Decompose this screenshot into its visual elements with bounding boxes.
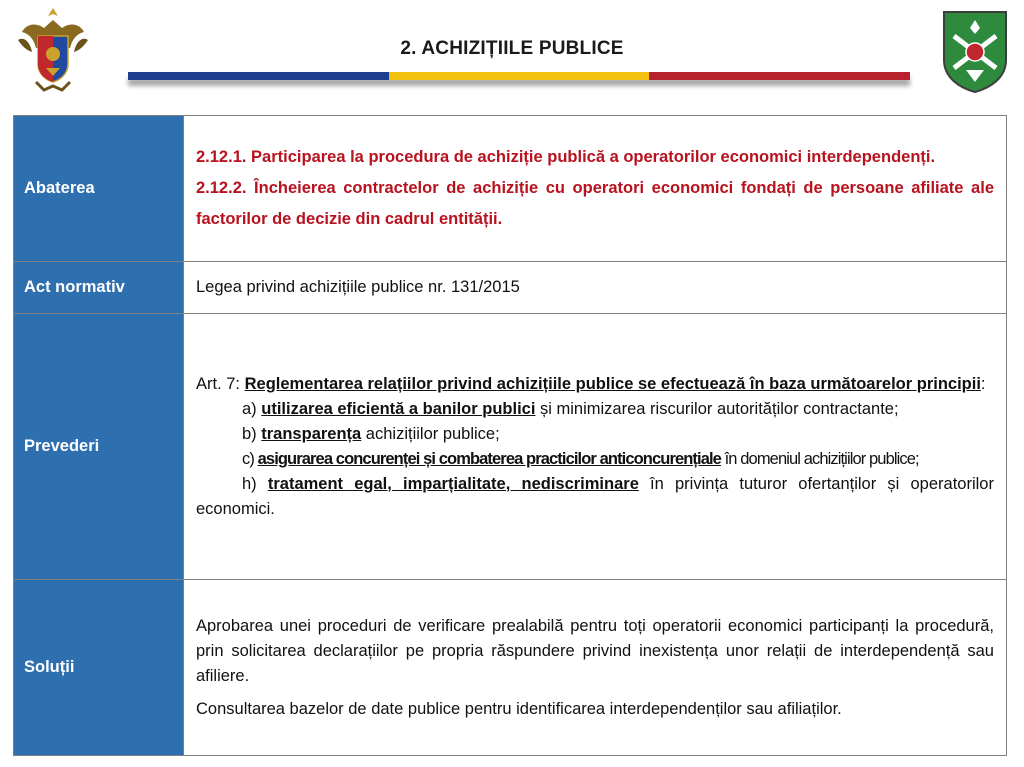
principle-h-prefix: h) bbox=[242, 474, 268, 493]
table-row bbox=[14, 116, 1007, 262]
prevederi-intro bbox=[196, 372, 994, 397]
abaterea-item-1: 2.12.1. Participarea la procedura de achiziție publică a operatorilor economici interdependenți. bbox=[196, 148, 936, 166]
solutii-paragraph-2: Consultarea bazelor de date publice pentru identificarea interdependenților sau afiliaților. bbox=[196, 699, 842, 718]
principle-c bbox=[196, 447, 994, 472]
principle-c-rest: în domeniul achizițiilor publice; bbox=[720, 449, 919, 468]
principle-b bbox=[196, 422, 994, 447]
flag-stripe-red bbox=[649, 72, 910, 80]
row-label-prevederi: Prevederi bbox=[14, 314, 184, 580]
intro-principle: Reglementarea relațiilor privind achizițiile publice se efectuează în baza următoarelor principii bbox=[244, 374, 981, 393]
solutii-paragraph-1: Aprobarea unei proceduri de verificare prealabilă pentru toți operatorii economici participanți la procedură, prin solicitarea declarațiilor pe propria răspundere privind inexistența unor relații de interdependență sau afiliere. bbox=[196, 616, 994, 685]
principle-b-bold: transparența bbox=[261, 424, 362, 443]
table-row bbox=[14, 580, 1007, 756]
institution-emblem-icon bbox=[940, 8, 1010, 94]
principle-h-bold: tratament egal, imparțialitate, nediscriminare bbox=[267, 474, 639, 493]
flag-stripe-yellow bbox=[389, 72, 650, 80]
principle-h-rest: în privința tuturor ofertanților și operatorilor economici. bbox=[196, 474, 994, 518]
row-label-solutii: Soluții bbox=[14, 580, 184, 756]
row-label-act-normativ: Act normativ bbox=[14, 262, 184, 314]
flag-stripe bbox=[128, 72, 910, 80]
abaterea-item-2: 2.12.2. Încheierea contractelor de achiziție cu operatori economici fondați de persoane afiliate ale factorilor de decizie din cadrul entității. bbox=[196, 179, 994, 228]
principle-b-prefix: b) bbox=[242, 424, 262, 443]
principle-c-prefix: c) bbox=[242, 449, 258, 468]
slide-title: 2. ACHIZIȚIILE PUBLICE bbox=[400, 38, 624, 59]
principle-a-prefix: a) bbox=[242, 399, 262, 418]
row-label-abaterea: Abaterea bbox=[14, 116, 184, 262]
principle-a bbox=[196, 397, 994, 422]
table-row bbox=[14, 262, 1007, 314]
intro-prefix: Art. 7: bbox=[196, 374, 245, 393]
principle-h bbox=[196, 472, 994, 522]
prevederi-content bbox=[184, 314, 1007, 580]
table-row bbox=[14, 314, 1007, 580]
principle-a-bold: utilizarea eficientă a banilor publici bbox=[261, 399, 536, 418]
principle-c-bold: asigurarea concurenței și combaterea practicilor anticoncurențiale bbox=[257, 449, 721, 468]
slide-header bbox=[0, 0, 1024, 110]
findings-table bbox=[13, 115, 1007, 756]
act-normativ-text: Legea privind achizițiile publice nr. 131/2015 bbox=[184, 262, 1007, 314]
flag-stripe-blue bbox=[128, 72, 389, 80]
solutii-content bbox=[184, 580, 1007, 756]
principle-b-rest: achizițiilor publice; bbox=[361, 424, 500, 443]
abaterea-content bbox=[184, 116, 1007, 262]
principle-a-rest: și minimizarea riscurilor autorităților contractante; bbox=[535, 399, 899, 418]
intro-suffix: : bbox=[980, 374, 986, 393]
